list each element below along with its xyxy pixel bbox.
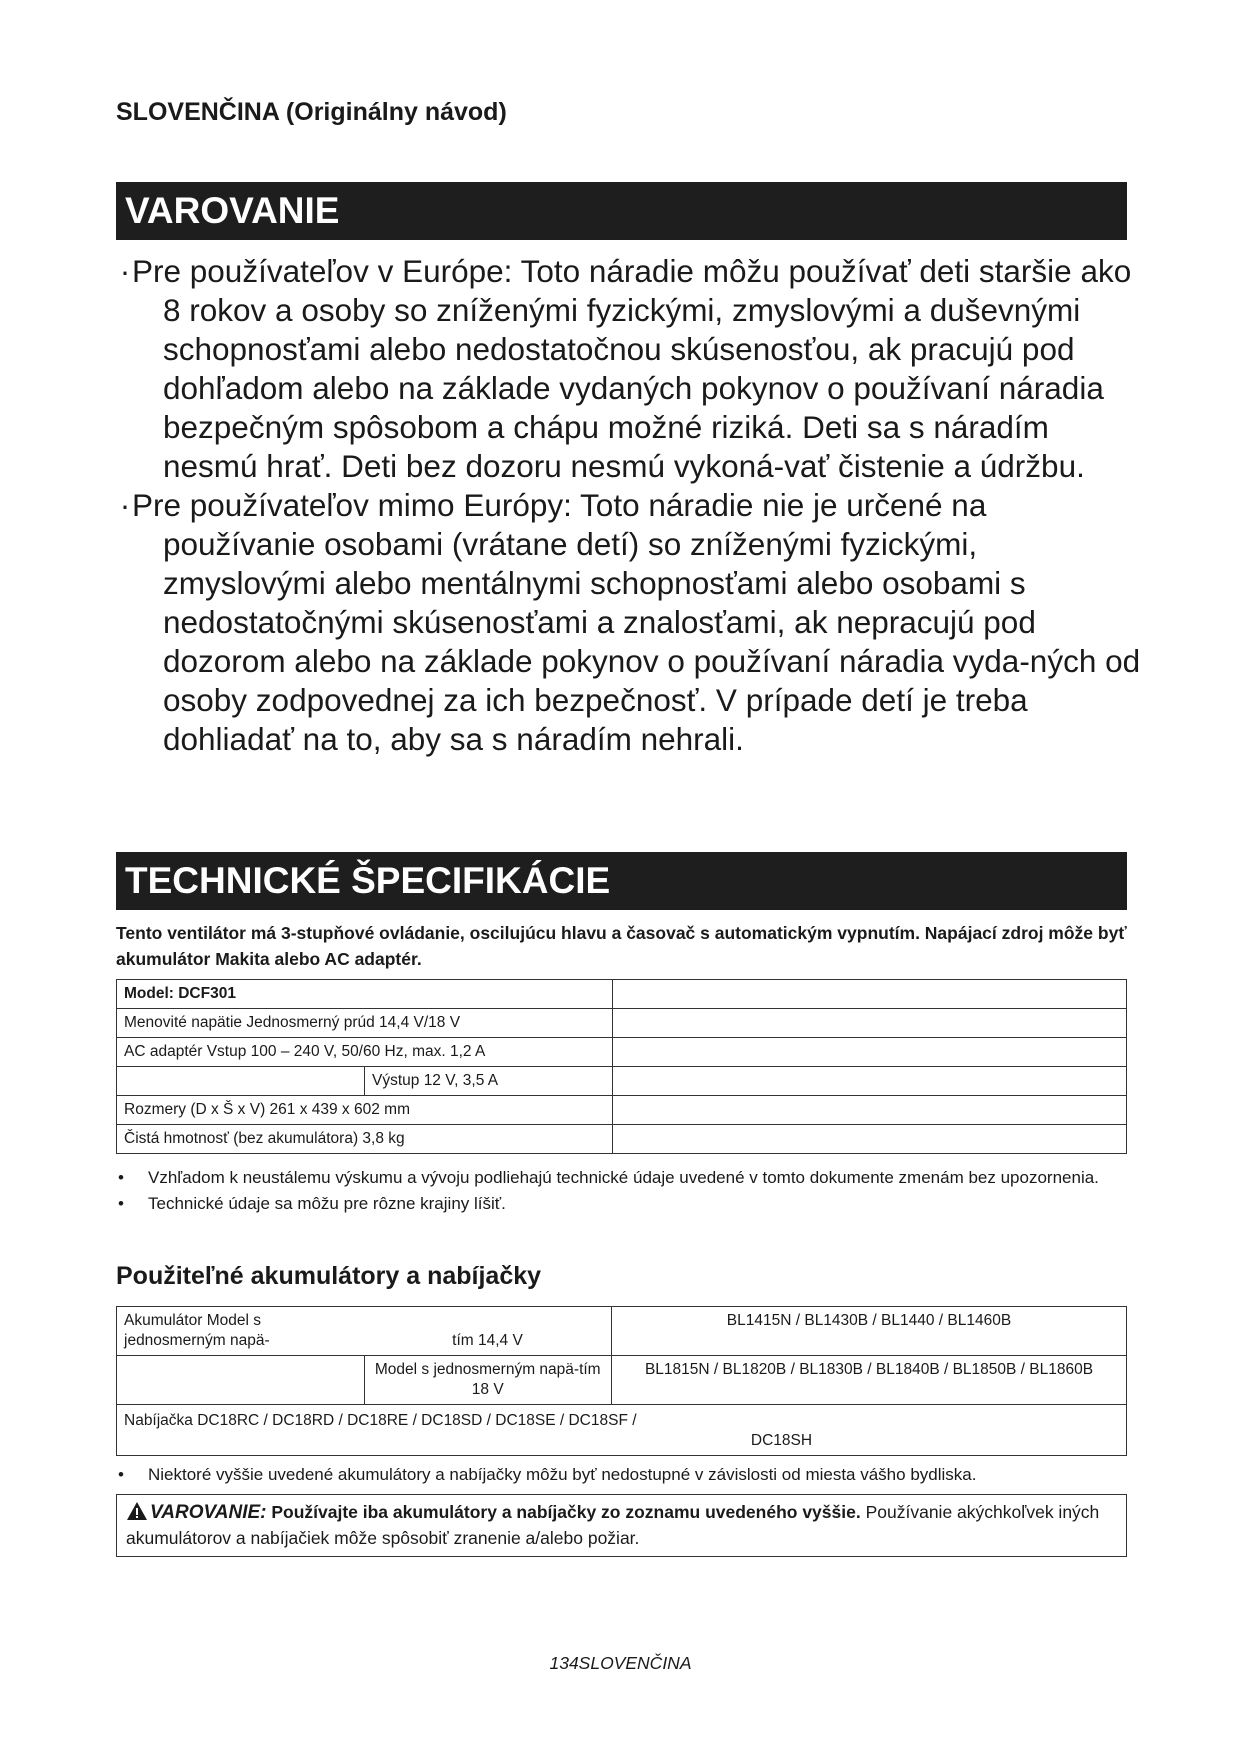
warning-triangle-icon bbox=[126, 1501, 148, 1527]
table-cell-empty bbox=[613, 980, 1127, 1009]
bullet-icon: • bbox=[118, 1194, 124, 1213]
batteries-notes bbox=[116, 1464, 1131, 1490]
note-text: Technické údaje sa môžu pre rôzne krajiny líšiť. bbox=[148, 1194, 506, 1213]
ac-adapter-input: AC adaptér Vstup 100 – 240 V, 50/60 Hz, max. 1,2 A bbox=[117, 1038, 613, 1067]
battery-label: Akumulátor Model s jednosmerným napä- bbox=[117, 1307, 365, 1356]
note-item bbox=[116, 1193, 1131, 1215]
note-text: Niektoré vyššie uvedené akumulátory a nabíjačky môžu byť nedostupné v závislosti od miesta vášho bydliska. bbox=[148, 1465, 977, 1484]
warning-rest-text: Používanie akýchkoľvek iných akumulátorov a nabíjačiek môže spôsobiť zranenie a/alebo požiar. bbox=[126, 1502, 1100, 1548]
model-label: Model: DCF301 bbox=[117, 980, 613, 1009]
note-item bbox=[116, 1167, 1131, 1189]
bullet-icon: • bbox=[118, 1168, 124, 1187]
table-cell-empty bbox=[613, 1096, 1127, 1125]
table-cell-empty bbox=[117, 1067, 365, 1096]
specs-notes bbox=[116, 1167, 1131, 1219]
specs-intro: Tento ventilátor má 3-stupňové ovládanie, oscilujúcu hlavu a časovač s automatickým vypnutím. Napájací zdroj môže byť akumulátor Makita alebo AC adaptér. bbox=[116, 923, 1127, 969]
specs-banner: TECHNICKÉ ŠPECIFIKÁCIE bbox=[116, 852, 1127, 910]
table-row bbox=[117, 1125, 1127, 1154]
warning-item-text: Pre používateľov mimo Európy: Toto náradie nie je určené na používanie osobami (vrátane detí) so zníženými fyzickými, zmyslovými alebo mentálnymi schopnosťami alebo osobami s nedostatočnými skúsenosťami a znalosťami, ak nepracujú pod dozorom alebo na základe pokynov o používaní náradia vyda-ných od osoby zodpovednej za ich bezpečnosť. V prípade detí je treba dohliadať na to, aby sa s náradím nehrali. bbox=[132, 487, 1141, 757]
warning-tag: VAROVANIE: bbox=[150, 1502, 267, 1523]
bullet-icon: • bbox=[118, 1465, 124, 1484]
table-row bbox=[117, 1009, 1127, 1038]
warning-item-text: Pre používateľov v Európe: Toto náradie môžu používať deti staršie ako 8 rokov a osoby so zníženými fyzickými, zmyslovými a duševnými schopnosťami alebo nedostatočnou skúsenosťou, ak pracujú pod dohľadom alebo na základe vydaných pokynov o používaní náradia bezpečným spôsobom a chápu možné riziká. Deti sa s náradím nesmú hrať. Deti bez dozoru nesmú vykoná-vať čistenie a údržbu. bbox=[132, 253, 1132, 484]
table-row bbox=[117, 1356, 1127, 1405]
battery-type-18v: Model s jednosmerným napä-tím 18 V bbox=[364, 1356, 612, 1405]
specs-table bbox=[116, 979, 1127, 1154]
charger-line: DC18SH bbox=[750, 1432, 813, 1449]
bullet-icon: · bbox=[119, 253, 131, 289]
page-footer: 134SLOVENČINA bbox=[549, 1653, 692, 1673]
warning-list bbox=[116, 252, 1146, 759]
battery-warning-box bbox=[116, 1494, 1127, 1557]
charger-cell bbox=[117, 1405, 1127, 1456]
dimensions: Rozmery (D x Š x V) 261 x 439 x 602 mm bbox=[117, 1096, 613, 1125]
table-row bbox=[117, 1405, 1127, 1456]
warning-bold-text: Používajte iba akumulátory a nabíjačky zo zoznamu uvedeného vyššie. bbox=[271, 1502, 861, 1522]
language-header: SLOVENČINA (Originálny návod) bbox=[116, 98, 507, 126]
table-cell-empty bbox=[613, 1009, 1127, 1038]
table-row bbox=[117, 980, 1127, 1009]
note-text: Vzhľadom k neustálemu výskumu a vývoju podliehajú technické údaje uvedené v tomto dokumente zmenám bez upozornenia. bbox=[148, 1168, 1099, 1187]
warning-item bbox=[116, 486, 1146, 759]
table-cell-empty bbox=[613, 1067, 1127, 1096]
table-row bbox=[117, 1067, 1127, 1096]
battery-models-18v: BL1815N / BL1820B / BL1830B / BL1840B / BL1850B / BL1860B bbox=[612, 1356, 1127, 1405]
rated-voltage: Menovité napätie Jednosmerný prúd 14,4 V/18 V bbox=[117, 1009, 613, 1038]
table-row bbox=[117, 1307, 1127, 1356]
battery-type-14v: tím 14,4 V bbox=[364, 1307, 612, 1356]
ac-adapter-output: Výstup 12 V, 3,5 A bbox=[365, 1067, 613, 1096]
note-item bbox=[116, 1464, 1131, 1486]
battery-models-14v: BL1415N / BL1430B / BL1440 / BL1460B bbox=[612, 1307, 1127, 1356]
warning-item bbox=[116, 252, 1146, 486]
net-weight: Čistá hmotnosť (bez akumulátora) 3,8 kg bbox=[117, 1125, 613, 1154]
bullet-icon: · bbox=[119, 487, 131, 523]
batteries-table bbox=[116, 1306, 1127, 1456]
table-cell-empty bbox=[613, 1038, 1127, 1067]
charger-line: Nabíjačka DC18RC / DC18RD / DC18RE / DC18SD / DC18SE / DC18SF / bbox=[124, 1412, 637, 1429]
batteries-heading: Použiteľné akumulátory a nabíjačky bbox=[116, 1262, 542, 1290]
table-cell-empty bbox=[117, 1356, 365, 1405]
table-cell-empty bbox=[613, 1125, 1127, 1154]
table-row bbox=[117, 1096, 1127, 1125]
warning-banner: VAROVANIE bbox=[116, 182, 1127, 240]
table-row bbox=[117, 1038, 1127, 1067]
